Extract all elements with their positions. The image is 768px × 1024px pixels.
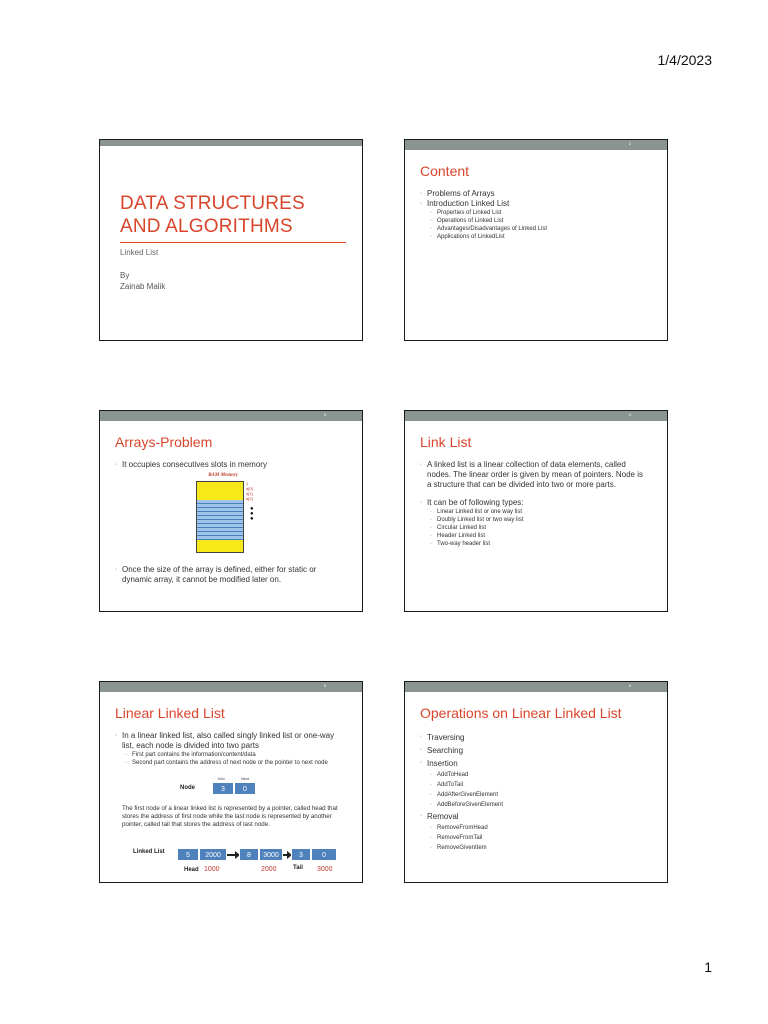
head-label: Head [184, 867, 199, 873]
byline [120, 270, 165, 292]
slide-title: Content [420, 163, 470, 179]
slide-header-bar [100, 682, 362, 692]
slide-4-link-list [404, 410, 668, 612]
slide-body [420, 460, 649, 548]
index-label: 1 [246, 481, 249, 486]
list-item: ◦ Searching [420, 744, 649, 757]
list-item: ◦ Once the size of the array is defined, either for static or dynamic array, it cannot be modified later on. [115, 565, 344, 585]
sub-list-item: ◦ Doubly Linked list or two way list [420, 516, 649, 524]
slide-title: Link List [420, 434, 472, 450]
by-label: By [120, 271, 130, 280]
sub-list-item: ◦ Circular Linked list [420, 524, 649, 532]
sub-list-item: ◦ RemoveGivenItem [420, 843, 649, 853]
slide-body-2 [115, 565, 344, 585]
index-label: a[0] [246, 486, 253, 491]
sub-list-item: ◦ AddAfterGivenElement [420, 790, 649, 800]
slide-header-bar [100, 411, 362, 421]
ellipsis-dots: ● ● ● [250, 506, 254, 522]
ll-cell: 0 [311, 848, 337, 861]
address-label: 3000 [317, 866, 333, 873]
slide-header-bar [405, 682, 667, 692]
next-label: Next [241, 776, 250, 781]
slide-title: Operations on Linear Linked List [420, 705, 622, 721]
slide-title [120, 192, 305, 238]
slide-body [115, 731, 344, 767]
slide-1-title [99, 139, 363, 341]
slide-body-2 [115, 805, 344, 829]
ll-cell: 5 [177, 848, 199, 861]
slide-5-linear-linked-list [99, 681, 363, 883]
array-index-labels [246, 481, 253, 501]
sub-list-item: ◦ Two-way header list [420, 540, 649, 548]
sub-list-item: ◦ AddBeforeGivenElement [420, 800, 649, 810]
ram-label: RAM Memory [208, 473, 238, 478]
slide-number: 4 [628, 412, 631, 417]
ll-cell: 3000 [259, 848, 283, 861]
arrow-icon [227, 854, 236, 856]
address-label: 2000 [261, 866, 277, 873]
memory-block [196, 481, 244, 553]
title-line-2: AND ALGORITHMS [120, 216, 293, 237]
sub-list-item: ◦ RemoveFromTail [420, 833, 649, 843]
title-line-1: DATA STRUCTURES [120, 193, 305, 214]
sub-list-item: ◦ Operations of Linked List [420, 217, 649, 225]
list-item: ◦ It can be of following types: [420, 498, 649, 508]
ll-cell: 8 [239, 848, 259, 861]
list-item: ◦ Problems of Arrays [420, 189, 649, 199]
slide-number: 5 [323, 683, 326, 688]
sub-list-item: ◦ Header Linked list [420, 532, 649, 540]
sub-list-item: ◦ Properties of Linked List [420, 209, 649, 217]
list-item: ◦ A linked list is a linear collection of data elements, called nodes. The linear order is given by mean of pointers. Node is a structure that can be divided into two or more parts. [420, 460, 649, 490]
slide-body [420, 731, 649, 853]
list-item: ◦ Insertion [420, 757, 649, 770]
index-label: a[1] [246, 491, 253, 496]
sub-list-item: ◦ RemoveFromHead [420, 823, 649, 833]
sub-list-item: ◦ Linear Linked list or one way list [420, 508, 649, 516]
slide-title: Linear Linked List [115, 705, 225, 721]
arrow-icon [283, 854, 288, 856]
ram-memory-diagram [196, 473, 254, 522]
ll-cell: 3 [291, 848, 311, 861]
node-info-cell: 3 [212, 782, 234, 795]
author-name: Zainab Malik [120, 282, 166, 291]
sub-list-item: ◦ AddToTail [420, 780, 649, 790]
node-label: Node [180, 785, 195, 791]
title-divider [120, 242, 346, 243]
slide-header-bar [100, 140, 362, 146]
ll-cell: 2000 [199, 848, 227, 861]
slide-3-arrays-problem [99, 410, 363, 612]
index-label: a[2] [246, 496, 253, 501]
linked-list-label: Linked List [133, 849, 165, 855]
slide-header-bar [405, 411, 667, 421]
slide-header-bar [405, 140, 667, 150]
list-item: ◦ In a linear linked list, also called singly linked list or one-way list, each node is divided into two parts [115, 731, 344, 751]
list-item: ◦ It occupies consecutives slots in memory [115, 460, 344, 470]
list-item: ◦ Traversing [420, 731, 649, 744]
slide-subtitle: Linked List [120, 248, 159, 257]
sub-list-item: ◦ AddToHead [420, 770, 649, 780]
slide-6-operations [404, 681, 668, 883]
sub-list-item: ◦ First part contains the information/content/data [115, 751, 344, 759]
slide-body [420, 189, 649, 241]
node-next-cell: 0 [234, 782, 256, 795]
page-number: 1 [704, 959, 712, 975]
sub-list-item: ◦ Advantages/Disadvantages of Linked List [420, 225, 649, 233]
slide-number: 3 [323, 412, 326, 417]
slide-number: 2 [628, 141, 631, 146]
list-item: ◦ Removal [420, 810, 649, 823]
address-label: 1000 [204, 866, 220, 873]
array-slots [197, 500, 243, 540]
sub-list-item: ◦ Second part contains the address of next node or the pointer to next node [115, 759, 344, 767]
slide-number: 6 [628, 683, 631, 688]
slide-2-content [404, 139, 668, 341]
sub-list-item: ◦ The first node of a linear linked list is represented by a pointer, called head that stores the address of first node while the last node is represented by another pointer, called tail that stores the address of last node. [115, 805, 344, 829]
list-item: ◦ Introduction Linked List [420, 199, 649, 209]
info-label: Info [218, 776, 225, 781]
page-date: 1/4/2023 [657, 52, 712, 68]
sub-list-item: ◦ Applications of LinkedList [420, 233, 649, 241]
slide-body [115, 460, 344, 470]
slide-title: Arrays-Problem [115, 434, 213, 450]
tail-label: Tail [293, 865, 303, 871]
